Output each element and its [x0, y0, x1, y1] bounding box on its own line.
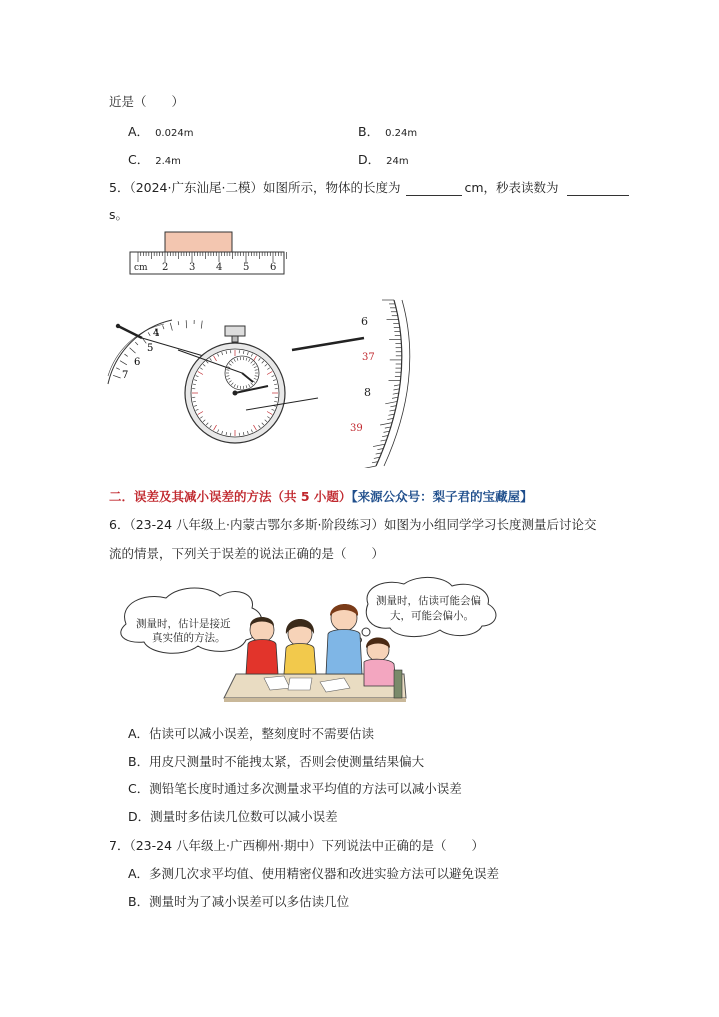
tick-mark: [186, 320, 187, 328]
large-scale-label: 6: [361, 315, 368, 328]
q4-stem-tail: 近是（ ）: [109, 94, 185, 109]
stopwatch-answer-blank[interactable]: [567, 183, 629, 196]
small-scale-label: 4: [153, 328, 160, 339]
q4-option-b[interactable]: [358, 122, 417, 140]
bubble-left-line2: 真实值的方法。: [152, 632, 226, 644]
option-letter: C．: [128, 152, 150, 167]
tick-mark: [389, 410, 395, 411]
option-value: 24m: [386, 156, 409, 167]
tick-mark: [135, 342, 138, 345]
ruler-tick-label: 2: [162, 262, 169, 273]
option-value: 0.024m: [155, 128, 194, 139]
tick-mark: [387, 418, 393, 419]
option-letter: B．: [358, 124, 380, 139]
q7-option-a[interactable]: A．多测几次求平均值、使用精密仪器和改进实验方法可以避免误差: [128, 866, 500, 881]
tick-mark: [394, 385, 400, 386]
large-scale-label: 8: [364, 386, 371, 399]
stopwatch-figure: [106, 298, 416, 468]
tick-mark: [178, 321, 179, 325]
small-dial-pointer: [118, 326, 142, 338]
q6-option-d[interactable]: D．测量时多估读几位数可以减小误差: [128, 809, 338, 824]
tick-mark: [393, 389, 399, 390]
large-scale-red-label: 39: [350, 423, 363, 434]
tick-mark: [116, 368, 120, 370]
q4-option-c[interactable]: [128, 150, 181, 168]
tick-mark: [390, 406, 396, 407]
tick-mark: [385, 401, 397, 403]
q6-option-b[interactable]: B．用皮尺测量时不能拽太紧，否则会使测量结果偏大: [128, 754, 425, 769]
bubble-left-line1: 测量时，估计是接近: [136, 618, 231, 630]
tick-mark: [130, 348, 136, 353]
large-scale-red-label: 37: [362, 352, 375, 363]
section-title: 二．误差及其减小误差的方法（共 5 小题）: [109, 489, 352, 504]
tick-mark: [393, 393, 399, 394]
q7-option-b[interactable]: B．测量时为了减小误差可以多估读几位: [128, 894, 350, 909]
big-dial-pointer: [292, 338, 364, 350]
tick-mark: [148, 332, 150, 335]
tick-mark: [124, 354, 127, 356]
q6-option-c[interactable]: C．测铅笔长度时通过多次测量求平均值的方法可以减小误差: [128, 781, 462, 796]
option-letter: D．: [358, 152, 381, 167]
q5-mid: cm，秒表读数为: [464, 180, 559, 195]
ruler-tick-label: 3: [189, 262, 196, 273]
tick-mark: [380, 423, 392, 425]
tick-mark: [388, 414, 394, 415]
small-scale-label: 5: [147, 343, 154, 354]
tick-mark: [392, 397, 398, 398]
ruler-tick-label: 6: [270, 262, 277, 273]
ruler-figure: [126, 228, 288, 278]
ruler-tick-label: 5: [243, 262, 250, 273]
option-value: 0.24m: [385, 128, 418, 139]
q7-stem: 7．（23-24 八年级上·广西柳州·期中）下列说法中正确的是（ ）: [109, 838, 484, 853]
small-scale-label: 7: [122, 370, 129, 381]
small-scale-label: 6: [134, 357, 141, 368]
q4-option-d[interactable]: [358, 150, 409, 168]
tick-mark: [120, 361, 127, 365]
ruler-tick-label: 4: [216, 262, 223, 273]
bubble-right-line1: 测量时，估读可能会偏: [376, 595, 481, 607]
option-value: 2.4m: [155, 156, 181, 167]
q6-option-a[interactable]: A．估读可以减小误差，整刻度时不需要估读: [128, 726, 375, 741]
tick-mark: [170, 323, 172, 331]
section-source: 【来源公众号：梨子君的宝藏屋】: [351, 489, 533, 504]
q6-stem-line2: 流的情景，下列关于误差的说法正确的是（ ）: [109, 546, 385, 561]
option-letter: A．: [128, 124, 150, 139]
q6-stem-line1: 6．（23-24 八年级上·内蒙古鄂尔多斯·阶段练习）如图为小组同学学习长度测量后讨论交: [109, 517, 597, 532]
q5-stem: [109, 180, 629, 196]
discussion-illustration: [114, 574, 509, 704]
tick-mark: [163, 325, 164, 329]
section-heading: [109, 487, 533, 505]
tick-mark: [201, 321, 202, 329]
q5-unit: s。: [109, 207, 129, 222]
tick-mark: [373, 444, 385, 446]
tick-mark: [364, 466, 376, 468]
ruler-unit-label: cm: [134, 263, 148, 273]
q4-option-a[interactable]: [128, 122, 193, 140]
q5-prefix: 5．（2024·广东汕尾·二模）如图所示，物体的长度为: [109, 180, 401, 195]
bubble-right-line2: 大，可能会偏小。: [390, 610, 474, 622]
length-answer-blank[interactable]: [406, 183, 462, 196]
tick-mark: [113, 375, 121, 378]
